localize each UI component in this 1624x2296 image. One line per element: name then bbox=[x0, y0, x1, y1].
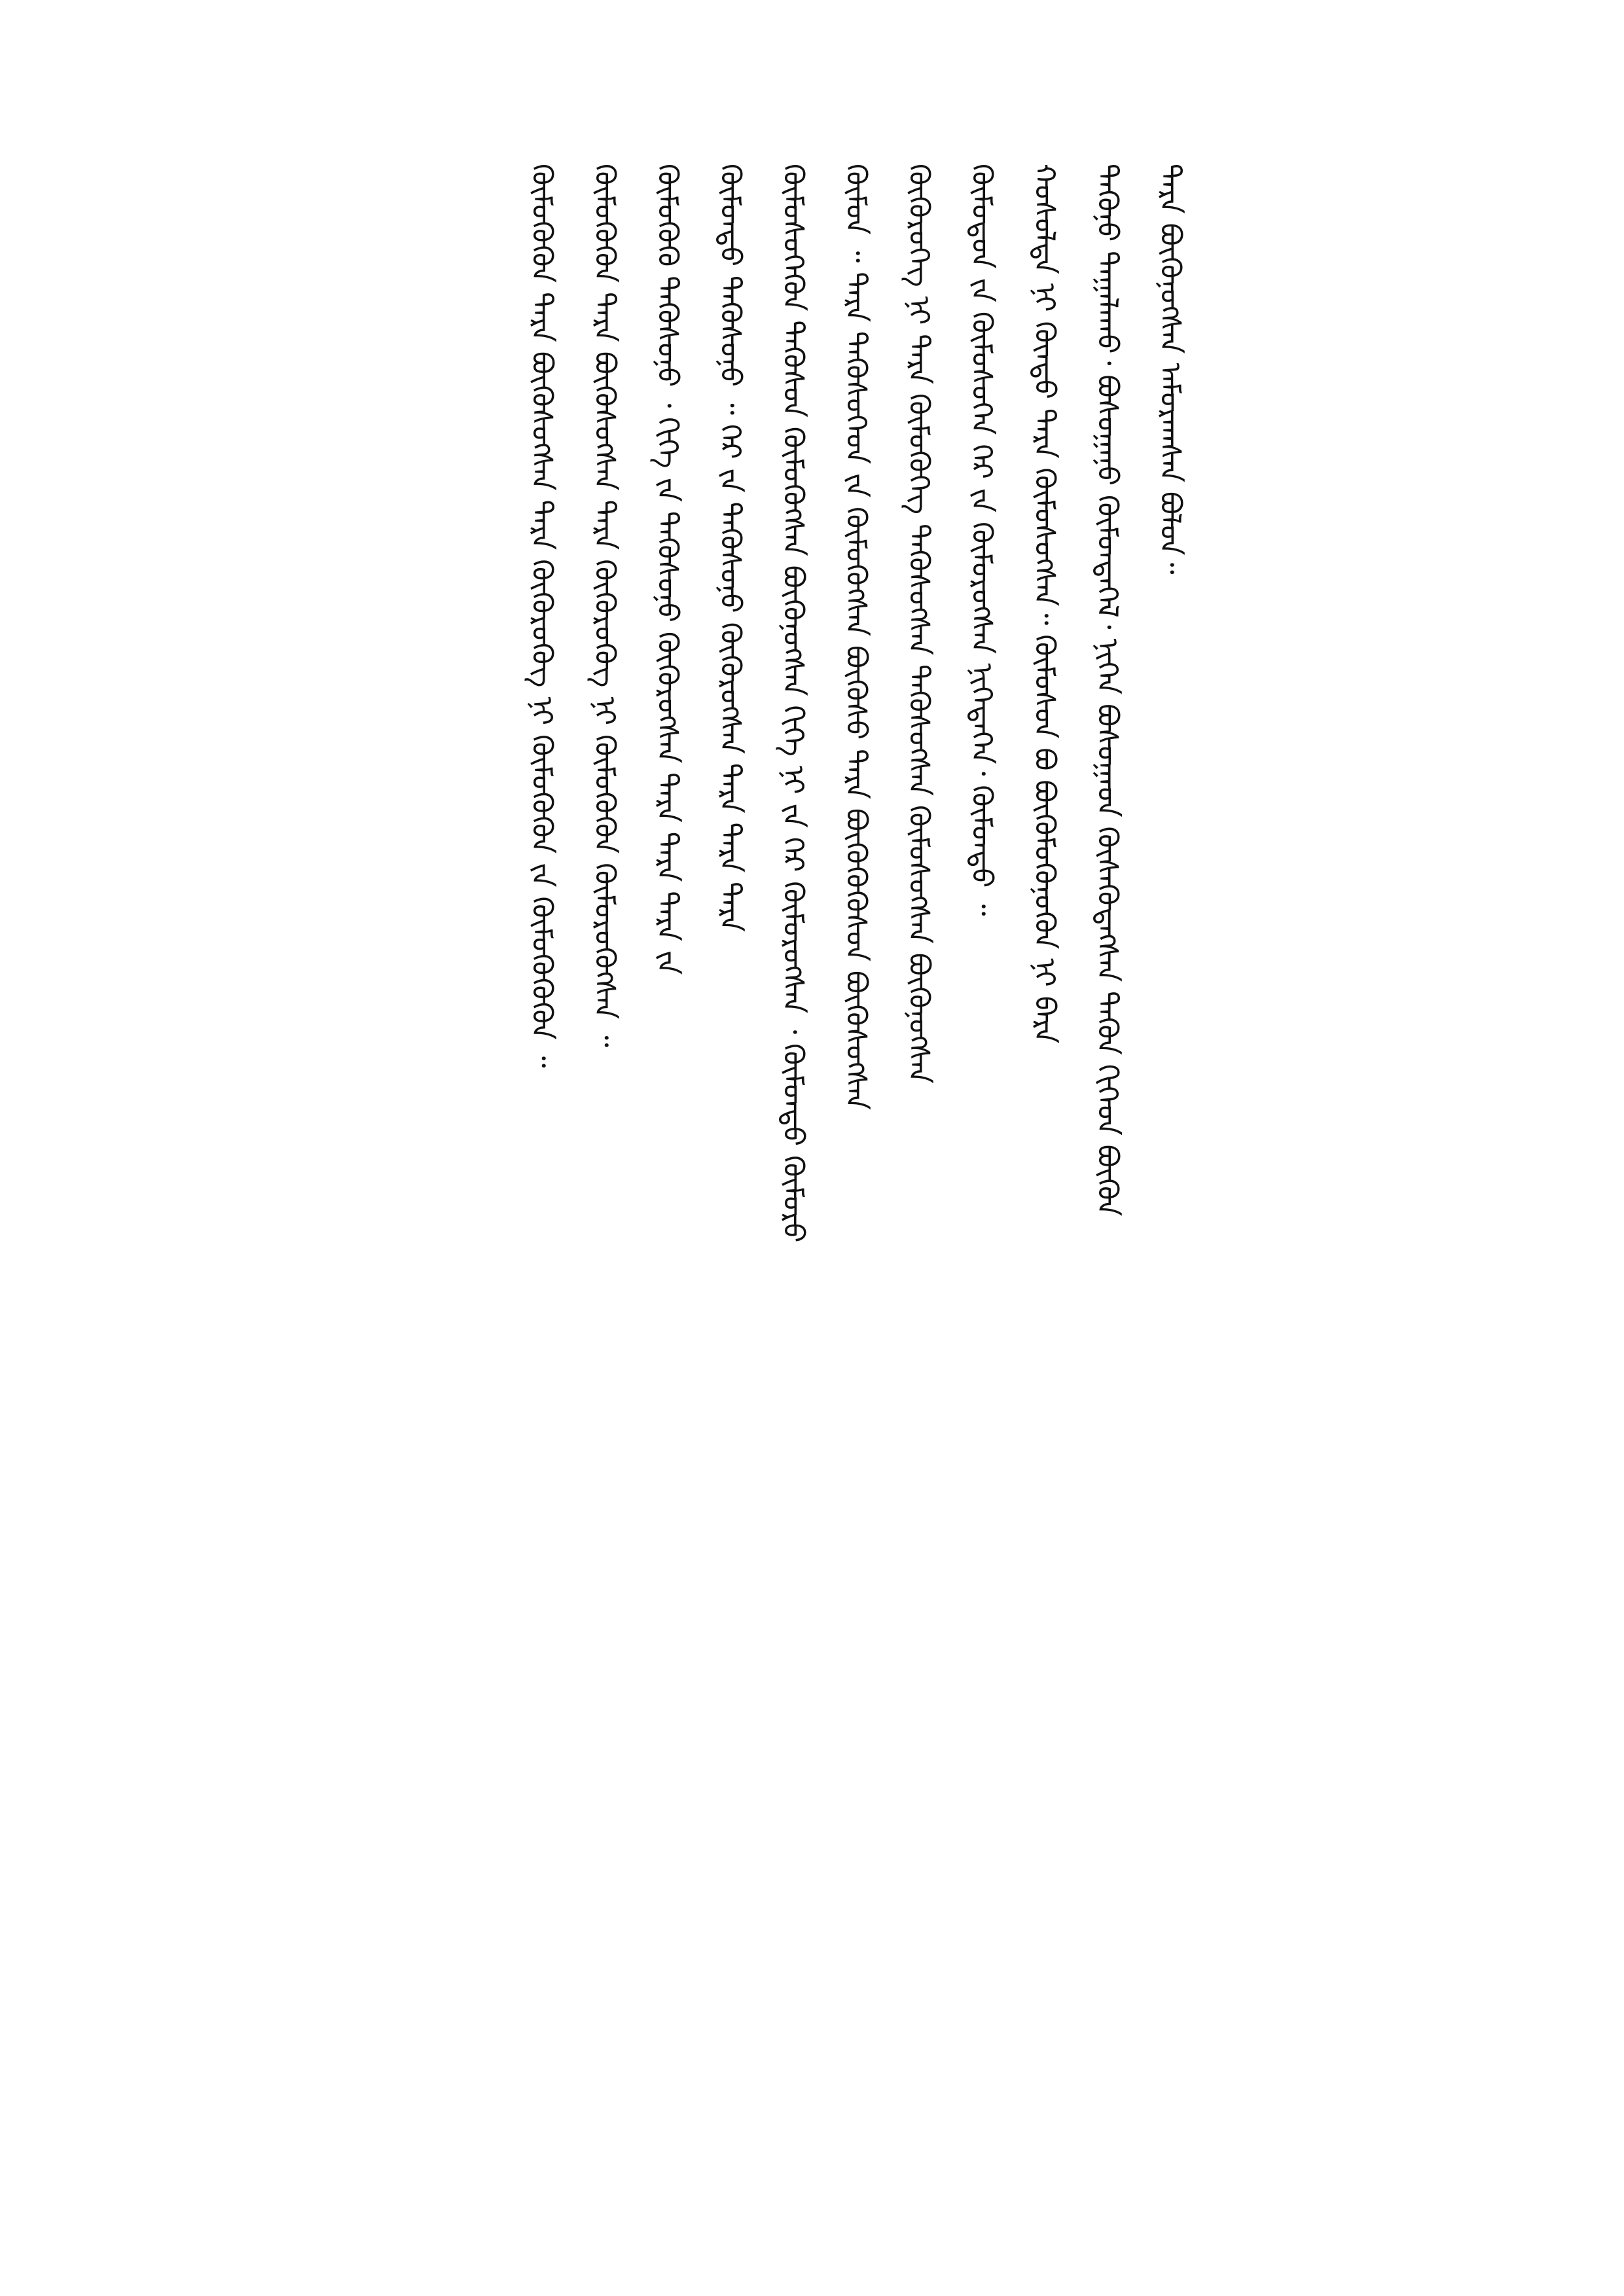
mongolian-text-block bbox=[527, 164, 1218, 2153]
text-line-2: ᠲᠡᠭᠦᠨᠦ ᠲᠠᠭᠠᠯᠠᠬᠤ᠂ ᠪᠣᠰᠤᠭᠠᠨᠤ ᠬᠦᠮᠦᠨᠳᠡᠭᠡᠯ᠂ ᠨᠢᠭᠡᠨ ᠪᠣᠰᠤᠭᠠᠳ ᠬᠦᠰᠡᠭᠦᠳᠡᠭᠰᠡᠨ ᠲᠡᠭᠦᠨ ᠬᠢᠭᠡᠳ ᠪᠦᠬᠦᠨ bbox=[1091, 164, 1124, 1217]
text-line-11: ᠬᠦᠮᠦᠭᠦᠭᠦᠨ ᠲᠡᠷᠡ ᠪᠦᠬᠦᠰᠦᠭᠰᠡᠨ ᠲᠡᠷᠡ ᠬᠦᠭᠦᠷᠦᠭᠦᠭ ᠨᠢ ᠬᠦᠮᠦᠭᠦᠭᠦᠨ ᠵᠠ ᠬᠦᠮᠦᠭᠦᠭᠦᠭᠦᠨ ᠃ bbox=[525, 164, 558, 1068]
text-line-4: ᠬᠦᠮᠦᠳᠦᠨ ᠵᠠ ᠬᠦᠮᠦᠰᠦᠭᠡᠨ ᠬᠡᠷ ᠵᠠ ᠬᠦᠮᠦᠷᠦᠭᠰᠡᠨ ᠨᠢᠭᠡᠳᠡᠭᠡᠨ᠂ ᠬᠦᠮᠦᠨᠲᠦ ᠃ bbox=[965, 164, 998, 916]
text-line-9: ᠬᠦᠮᠦᠭᠦᠭᠦ ᠲᠡᠭᠦᠰᠦᠨᠦ ᠂ ᠬᠢᠭᠡ ᠵᠠ ᠲᠡᠭᠦᠰᠦᠨᠦ ᠬᠦᠭᠦᠷᠦᠭᠰᠡᠨ ᠲᠡᠷᠡ ᠲᠡᠷᠡ ᠲᠡᠷᠡ ᠵᠠ bbox=[651, 164, 684, 975]
text-line-5: ᠬᠦᠭᠦᠷᠦᠭᠡᠭ ᠨᠢ ᠲᠡᠷᠡ ᠬᠦᠮᠦᠭᠦᠭᠡᠭ ᠲᠡᠭᠦᠰᠦᠭᠰᠡᠨ ᠲᠡᠭᠦᠰᠦᠭᠰᠡᠨ ᠬᠦᠮᠦᠰᠦᠭᠰᠡᠨ ᠪᠦᠬᠦᠨᠦᠭᠰᠡᠨ bbox=[902, 164, 935, 1084]
text-line-1: ᠲᠡᠷᠡ ᠪᠦᠬᠦᠨᠦᠭᠰᠡᠨ ᠠᠮᠤᠷᠠᠭᠰᠠᠨ ᠪᠣᠯᠤᠨ᠃ bbox=[1153, 164, 1187, 575]
text-line-7: ᠬᠦᠮᠦᠰᠦᠭᠡᠭᠦᠨ ᠲᠡᠭᠦᠰᠦᠨ ᠬᠦᠮᠦᠭᠦᠭᠰᠡᠨ ᠪᠦᠬᠦᠨᠦᠭᠰᠡᠨ ᠬᠢᠭᠡ ᠨᠢ ᠵᠠ ᠬᠡᠷ ᠬᠦᠮᠦᠷᠦᠭᠰᠡᠨ ᠂ ᠬᠦᠮᠦᠨᠲᠦ ᠬᠦᠮᠦᠷᠦ bbox=[776, 164, 810, 1243]
text-line-10: ᠬᠦᠮᠦᠭᠦᠭᠦᠨ ᠲᠡᠷᠡ ᠪᠦᠬᠦᠰᠦᠭᠰᠡᠨ ᠲᠡᠷᠡ ᠬᠦᠭᠦᠷᠦᠭᠦᠭ ᠨᠢ ᠬᠦᠮᠦᠭᠦᠭᠦᠨ ᠬᠦᠮᠦᠷᠦᠭᠦᠭᠰᠡᠨ ᠃ bbox=[588, 164, 621, 1048]
text-line-6: ᠬᠦᠮᠦᠨ ᠃ ᠲᠡᠷᠡ ᠲᠡᠭᠦᠰᠦᠭᠡᠳ ᠵᠠ ᠬᠦᠮᠦᠭᠦᠭᠰᠡᠨ ᠪᠦᠬᠦᠰᠦ ᠲᠡᠷᠡ ᠪᠦᠬᠦᠭᠦᠭᠦᠰᠦᠨ ᠪᠦᠬᠦᠰᠦᠭᠰᠡᠨ bbox=[839, 164, 873, 1110]
text-line-8: ᠬᠦᠮᠦᠨᠳᠦ ᠲᠡᠭᠦᠰᠦᠨᠦ ᠃ ᠬᠡᠷ ᠵᠠ ᠲᠡᠭᠦᠰᠦᠨᠦ ᠬᠦᠭᠦᠷᠦᠭᠰᠡᠨ ᠲᠡᠷᠡ ᠲᠡᠷᠡ ᠲᠡᠷᠡ bbox=[713, 164, 747, 932]
text-line-3: ᠬᠤᠰᠤᠯᠲᠠ ᠨᠢ ᠬᠦᠨᠳᠦ ᠲᠡᠷᠡ ᠬᠦᠮᠦᠰᠦᠭᠰᠡᠨ᠃ ᠬᠦᠮᠦᠰᠦᠨ ᠪᠤ ᠪᠦᠬᠦᠮᠦᠭᠦᠨᠦᠭᠦᠨ ᠨᠢ ᠪᠡᠷᠡ bbox=[1028, 164, 1061, 1044]
